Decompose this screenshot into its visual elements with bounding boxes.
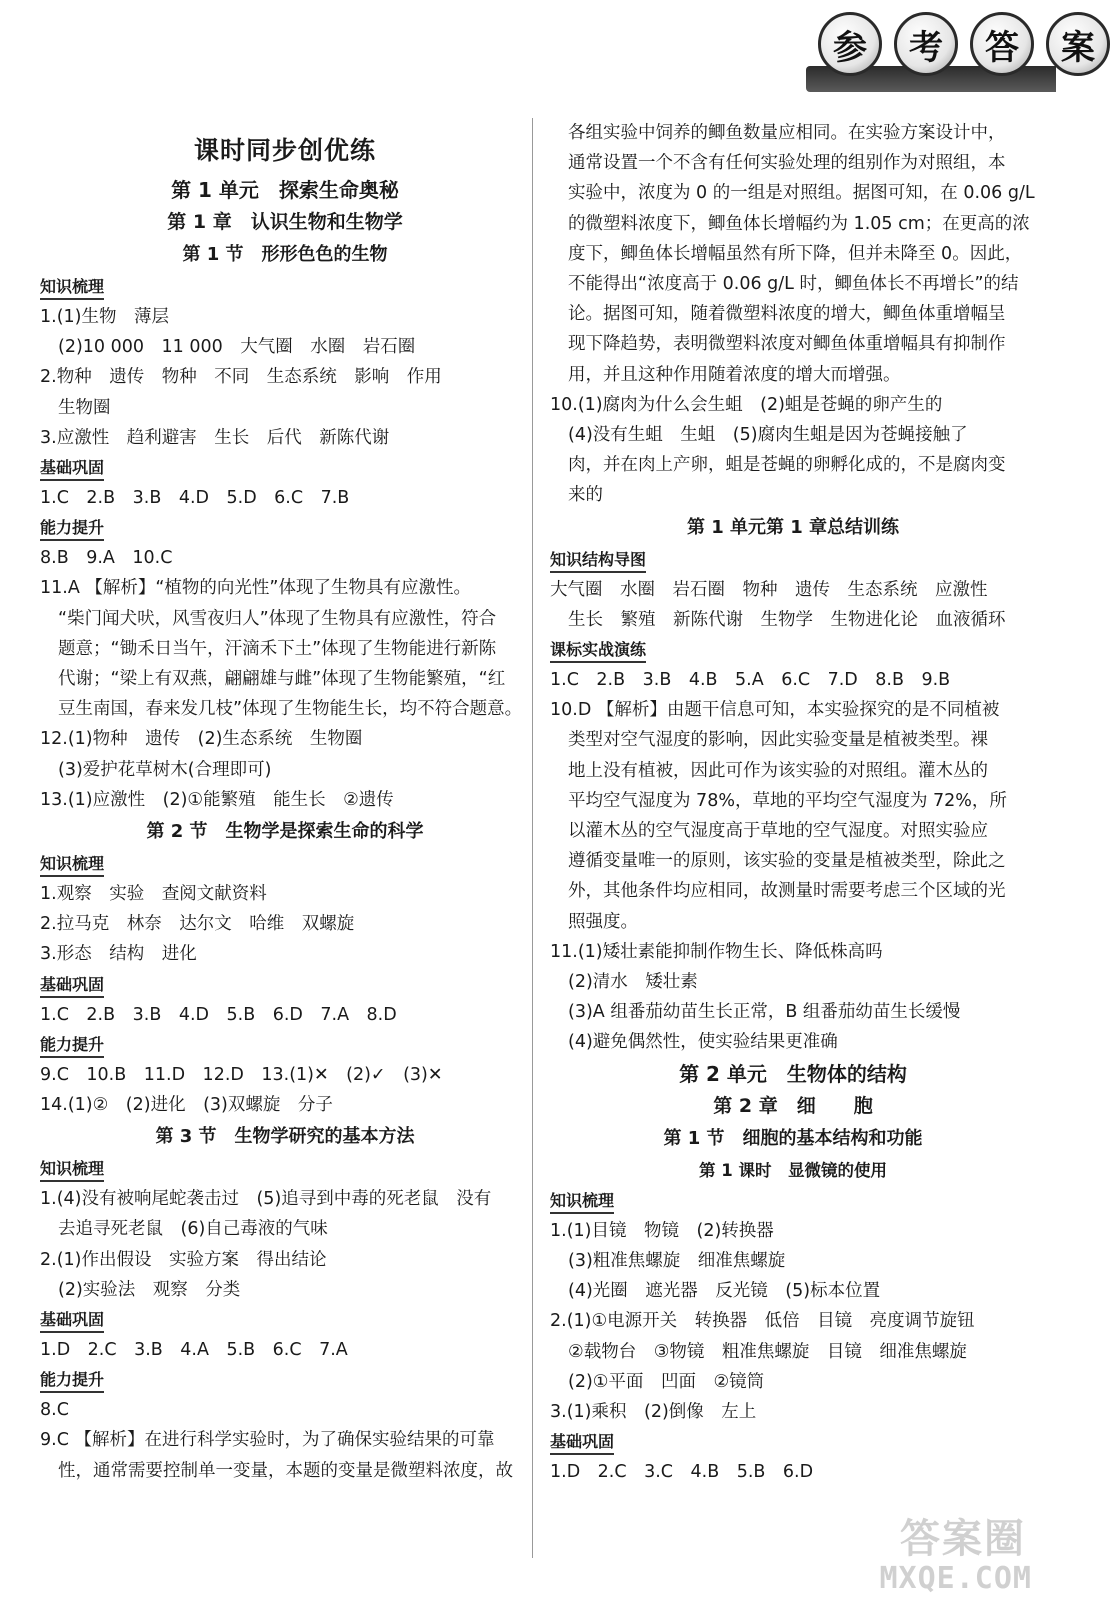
answer-line: “柴门闻犬吠，风雪夜归人”体现了生物具有应激性，符合 bbox=[58, 608, 497, 629]
unit-heading: 第 1 单元 探索生命奥秘 bbox=[171, 178, 399, 202]
lesson-heading: 第 1 课时 显微镜的使用 bbox=[699, 1160, 887, 1180]
banner-char: 案 bbox=[1046, 12, 1110, 76]
answer-line: 代谢；“梁上有双燕，翩翩雄与雌”体现了生物能繁殖，“红 bbox=[58, 669, 506, 690]
answer-line: 不能得出“浓度高于 0.06 g/L 时，鲫鱼体长不再增长”的结 bbox=[568, 274, 1019, 295]
answer-line: 现下降趋势，表明微塑料浓度对鲫鱼体重增幅具有抑制作 bbox=[568, 334, 1006, 355]
section-tag: 知识梳理 bbox=[40, 276, 104, 300]
answer-line: 以灌木丛的空气湿度高于草地的空气湿度。对照实验应 bbox=[568, 821, 988, 842]
answer-line: 1.(1)目镜 物镜 (2)转换器 bbox=[550, 1220, 774, 1241]
answer-line: 1.观察 实验 查阅文献资料 bbox=[40, 884, 267, 905]
watermark-logo: 答案圈 bbox=[900, 1516, 1026, 1562]
watermark-url: MXQE.COM bbox=[879, 1561, 1032, 1596]
answer-line: 来的 bbox=[568, 485, 603, 506]
column-divider bbox=[532, 118, 533, 1558]
answer-line: 10.(1)腐肉为什么会生蛆 (2)蛆是苍蝇的卵产生的 bbox=[550, 394, 943, 415]
answer-line: 生物圈 bbox=[58, 397, 111, 418]
answer-line: 实验中，浓度为 0 的一组是对照组。据图可知，在 0.06 g/L bbox=[568, 183, 1035, 204]
answer-line: 11.A 【解析】“植物的向光性”体现了生物具有应激性。 bbox=[40, 578, 471, 599]
answer-line: (4)光圈 遮光器 反光镜 (5)标本位置 bbox=[568, 1281, 881, 1302]
section-tag: 能力提升 bbox=[40, 517, 104, 541]
section-tag: 知识梳理 bbox=[40, 853, 104, 877]
section-tag: 知识结构导图 bbox=[550, 549, 646, 573]
answer-line: (2)实验法 观察 分类 bbox=[58, 1279, 241, 1300]
answer-line: 3.应激性 趋利避害 生长 后代 新陈代谢 bbox=[40, 427, 390, 448]
answer-line: 通常设置一个不含有任何实验处理的组别作为对照组，本 bbox=[568, 153, 1006, 174]
left-column bbox=[40, 128, 530, 1486]
section-heading: 第 1 节 形形色色的生物 bbox=[182, 244, 388, 265]
answer-line: 1.C 2.B 3.B 4.B 5.A 6.C 7.D 8.B 9.B bbox=[550, 670, 951, 691]
section-tag: 知识梳理 bbox=[550, 1190, 614, 1214]
answer-banner bbox=[806, 6, 1095, 106]
answer-line: 肉，并在肉上产卵，蛆是苍蝇的卵孵化成的，不是腐肉变 bbox=[568, 455, 1006, 476]
page-title: 课时同步创优练 bbox=[193, 136, 376, 165]
answer-line: 豆生南国，春来发几枝”体现了生物能生长，均不符合题意。 bbox=[58, 699, 523, 720]
answer-line: 地上没有植被，因此可作为该实验的对照组。灌木丛的 bbox=[568, 760, 988, 781]
answer-line: 8.C bbox=[40, 1400, 69, 1421]
banner-char: 参 bbox=[818, 12, 882, 76]
answer-line: 1.D 2.C 3.B 4.A 5.B 6.C 7.A bbox=[40, 1340, 348, 1361]
answer-line: 2.物种 遗传 物种 不同 生态系统 影响 作用 bbox=[40, 367, 442, 388]
answer-line: 1.C 2.B 3.B 4.D 5.B 6.D 7.A 8.D bbox=[40, 1004, 397, 1025]
answer-line: (2)清水 矮壮素 bbox=[568, 972, 698, 993]
section-heading: 第 3 节 生物学研究的基本方法 bbox=[155, 1126, 415, 1148]
section-tag: 基础巩固 bbox=[40, 1309, 104, 1333]
section-tag: 课标实战演练 bbox=[550, 639, 646, 663]
section-tag: 能力提升 bbox=[40, 1034, 104, 1058]
answer-line: (2)①平面 凹面 ②镜筒 bbox=[568, 1371, 765, 1392]
answer-line: 生长 繁殖 新陈代谢 生物学 生物进化论 血液循环 bbox=[568, 609, 1006, 630]
answer-line: 14.(1)② (2)进化 (3)双螺旋 分子 bbox=[40, 1095, 333, 1116]
section-tag: 能力提升 bbox=[40, 1369, 104, 1393]
section-heading: 第 1 节 细胞的基本结构和功能 bbox=[663, 1127, 923, 1149]
answer-line: 题意；“锄禾日当午，汗滴禾下土”体现了生物能进行新陈 bbox=[58, 638, 497, 659]
answer-line: 9.C 10.B 11.D 12.D 13.(1)✕ (2)✓ (3)✕ bbox=[40, 1064, 443, 1085]
answer-line: (4)避免偶然性，使实验结果更准确 bbox=[568, 1032, 838, 1053]
answer-line: 1.D 2.C 3.C 4.B 5.B 6.D bbox=[550, 1462, 814, 1483]
right-column bbox=[550, 118, 1036, 1487]
answer-line: 2.(1)①电源开关 转换器 低倍 目镜 亮度调节旋钮 bbox=[550, 1311, 975, 1332]
answer-line: 论。据图可知，随着微塑料浓度的增大，鲫鱼体重增幅呈 bbox=[568, 304, 1006, 325]
section-tag: 基础巩固 bbox=[550, 1431, 614, 1455]
section-tag: 基础巩固 bbox=[40, 974, 104, 998]
answer-line: 的微塑料浓度下，鲫鱼体长增幅约为 1.05 cm；在更高的浓 bbox=[568, 213, 1030, 234]
answer-line: 9.C 【解析】在进行科学实验时，为了确保实验结果的可靠 bbox=[40, 1430, 495, 1451]
answer-line: (3)粗准焦螺旋 细准焦螺旋 bbox=[568, 1250, 786, 1271]
answer-line: 10.D 【解析】由题干信息可知，本实验探究的是不同植被 bbox=[550, 700, 1000, 721]
answer-line: 平均空气湿度为 78%，草地的平均空气湿度为 72%，所 bbox=[568, 790, 1007, 811]
answer-line: 2.(1)作出假设 实验方案 得出结论 bbox=[40, 1249, 327, 1270]
section-tag: 知识梳理 bbox=[40, 1158, 104, 1182]
chapter-heading: 第 2 章 细 胞 bbox=[713, 1094, 873, 1117]
answer-line: 13.(1)应激性 (2)①能繁殖 能生长 ②遗传 bbox=[40, 789, 394, 810]
answer-line: 1.(1)生物 薄层 bbox=[40, 307, 169, 327]
section-heading: 第 2 节 生物学是探索生命的科学 bbox=[146, 821, 424, 843]
answer-line: (3)A 组番茄幼苗生长正常，B 组番茄幼苗生长缓慢 bbox=[568, 1002, 961, 1023]
answer-line: (2)10 000 11 000 大气圈 水圈 岩石圈 bbox=[58, 337, 416, 358]
unit-heading: 第 2 单元 生物体的结构 bbox=[679, 1061, 907, 1086]
chapter-heading: 第 1 章 认识生物和生物学 bbox=[167, 211, 403, 233]
answer-line: 用，并且这种作用随着浓度的增大而增强。 bbox=[568, 364, 901, 385]
answer-line: 2.拉马克 林奈 达尔文 哈维 双螺旋 bbox=[40, 914, 355, 935]
answer-line: 遵循变量唯一的原则，该实验的变量是植被类型，除此之 bbox=[568, 851, 1006, 872]
section-tag: 基础巩固 bbox=[40, 457, 104, 481]
answer-line: 照强度。 bbox=[568, 911, 638, 932]
banner-char: 考 bbox=[894, 12, 958, 76]
answer-line: 大气圈 水圈 岩石圈 物种 遗传 生态系统 应激性 bbox=[550, 579, 988, 600]
answer-line: ②载物台 ③物镜 粗准焦螺旋 目镜 细准焦螺旋 bbox=[568, 1341, 967, 1362]
answer-line: 各组实验中饲养的鲫鱼数量应相同。在实验方案设计中， bbox=[568, 123, 1006, 143]
answer-line: 度下，鲫鱼体长增幅虽然有所下降，但并未降至 0。因此， bbox=[568, 243, 1023, 264]
answer-line: 去追寻死老鼠 (6)自己毒液的气味 bbox=[58, 1219, 328, 1240]
answer-line: 12.(1)物种 遗传 (2)生态系统 生物圈 bbox=[40, 729, 363, 750]
answer-line: 3.形态 结构 进化 bbox=[40, 944, 197, 965]
answer-line: 类型对空气湿度的影响，因此实验变量是植被类型。裸 bbox=[568, 730, 988, 751]
answer-line: 1.C 2.B 3.B 4.D 5.D 6.C 7.B bbox=[40, 488, 350, 509]
answer-line: 3.(1)乘积 (2)倒像 左上 bbox=[550, 1401, 757, 1422]
answer-line: 外，其他条件均应相同，故测量时需要考虑三个区域的光 bbox=[568, 881, 1006, 902]
banner-char: 答 bbox=[970, 12, 1034, 76]
answer-line: 1.(4)没有被响尾蛇袭击过 (5)追寻到中毒的死老鼠 没有 bbox=[40, 1189, 492, 1210]
answer-line: (4)没有生蛆 生蛆 (5)腐肉生蛆是因为苍蝇接触了 bbox=[568, 425, 968, 446]
answer-line: 11.(1)矮壮素能抑制作物生长、降低株高吗 bbox=[550, 941, 883, 962]
answer-line: 8.B 9.A 10.C bbox=[40, 548, 173, 569]
answer-line: (3)爱护花草树木(合理即可) bbox=[58, 759, 272, 780]
section-heading: 第 1 单元第 1 章总结训练 bbox=[686, 516, 900, 538]
answer-line: 性，通常需要控制单一变量，本题的变量是微塑料浓度，故 bbox=[58, 1460, 513, 1481]
